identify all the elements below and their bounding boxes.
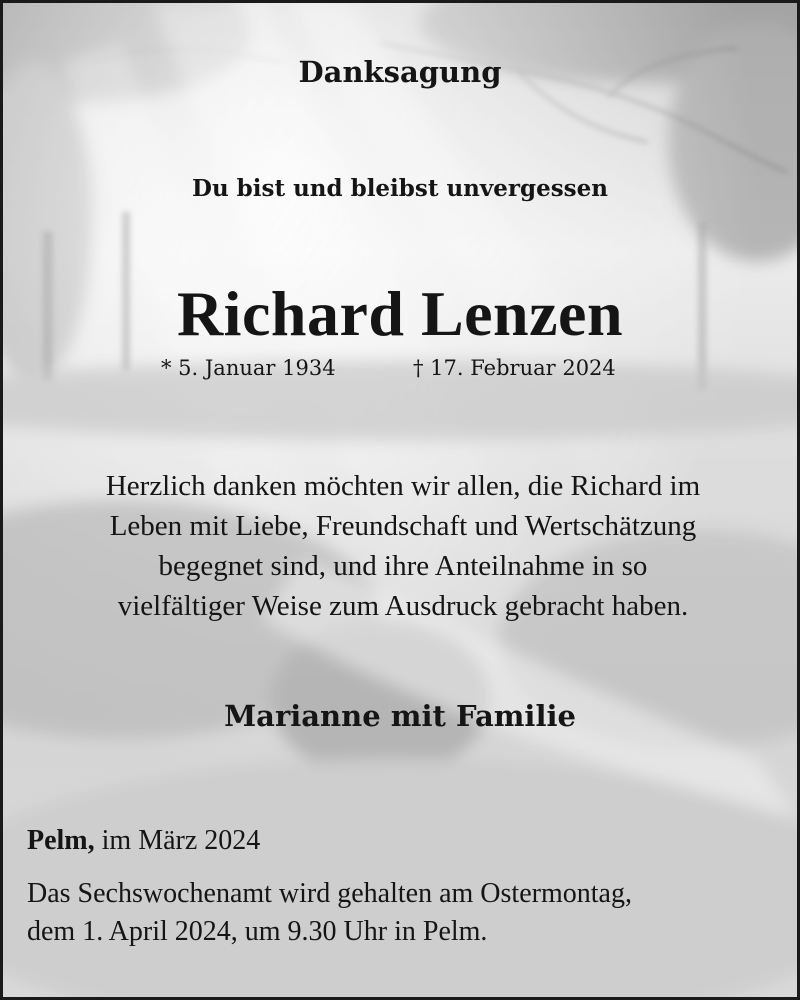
death-date: † 17. Februar 2024 (413, 356, 616, 380)
place-date: im März 2024 (94, 825, 261, 856)
thanks-line: Herzlich danken möchten wir allen, die Richard im (105, 470, 701, 502)
thanks-line: begegnet sind, und ihre Anteilnahme in so (158, 550, 648, 582)
thanks-line: Leben mit Liebe, Freundschaft und Wertschätzung (109, 510, 697, 542)
notice-heading: Danksagung (298, 55, 502, 89)
service-line: dem 1. April 2024, um 9.30 Uhr in Pelm. (27, 916, 488, 947)
service-line: Das Sechswochenamt wird gehalten am Ostermontag, (27, 878, 632, 909)
thanks-paragraph (23, 466, 783, 626)
notice-motto: Du bist und bleibst unvergessen (192, 175, 608, 202)
place-name: Pelm, (27, 825, 95, 856)
birth-date: * 5. Januar 1934 (161, 356, 336, 380)
thanks-line: vielfältiger Weise zum Ausdruck gebracht haben. (117, 590, 689, 622)
signature: Marianne mit Familie (224, 699, 576, 733)
place-date-line (27, 825, 260, 857)
service-announcement (27, 875, 632, 951)
deceased-name: Richard Lenzen (176, 278, 624, 349)
